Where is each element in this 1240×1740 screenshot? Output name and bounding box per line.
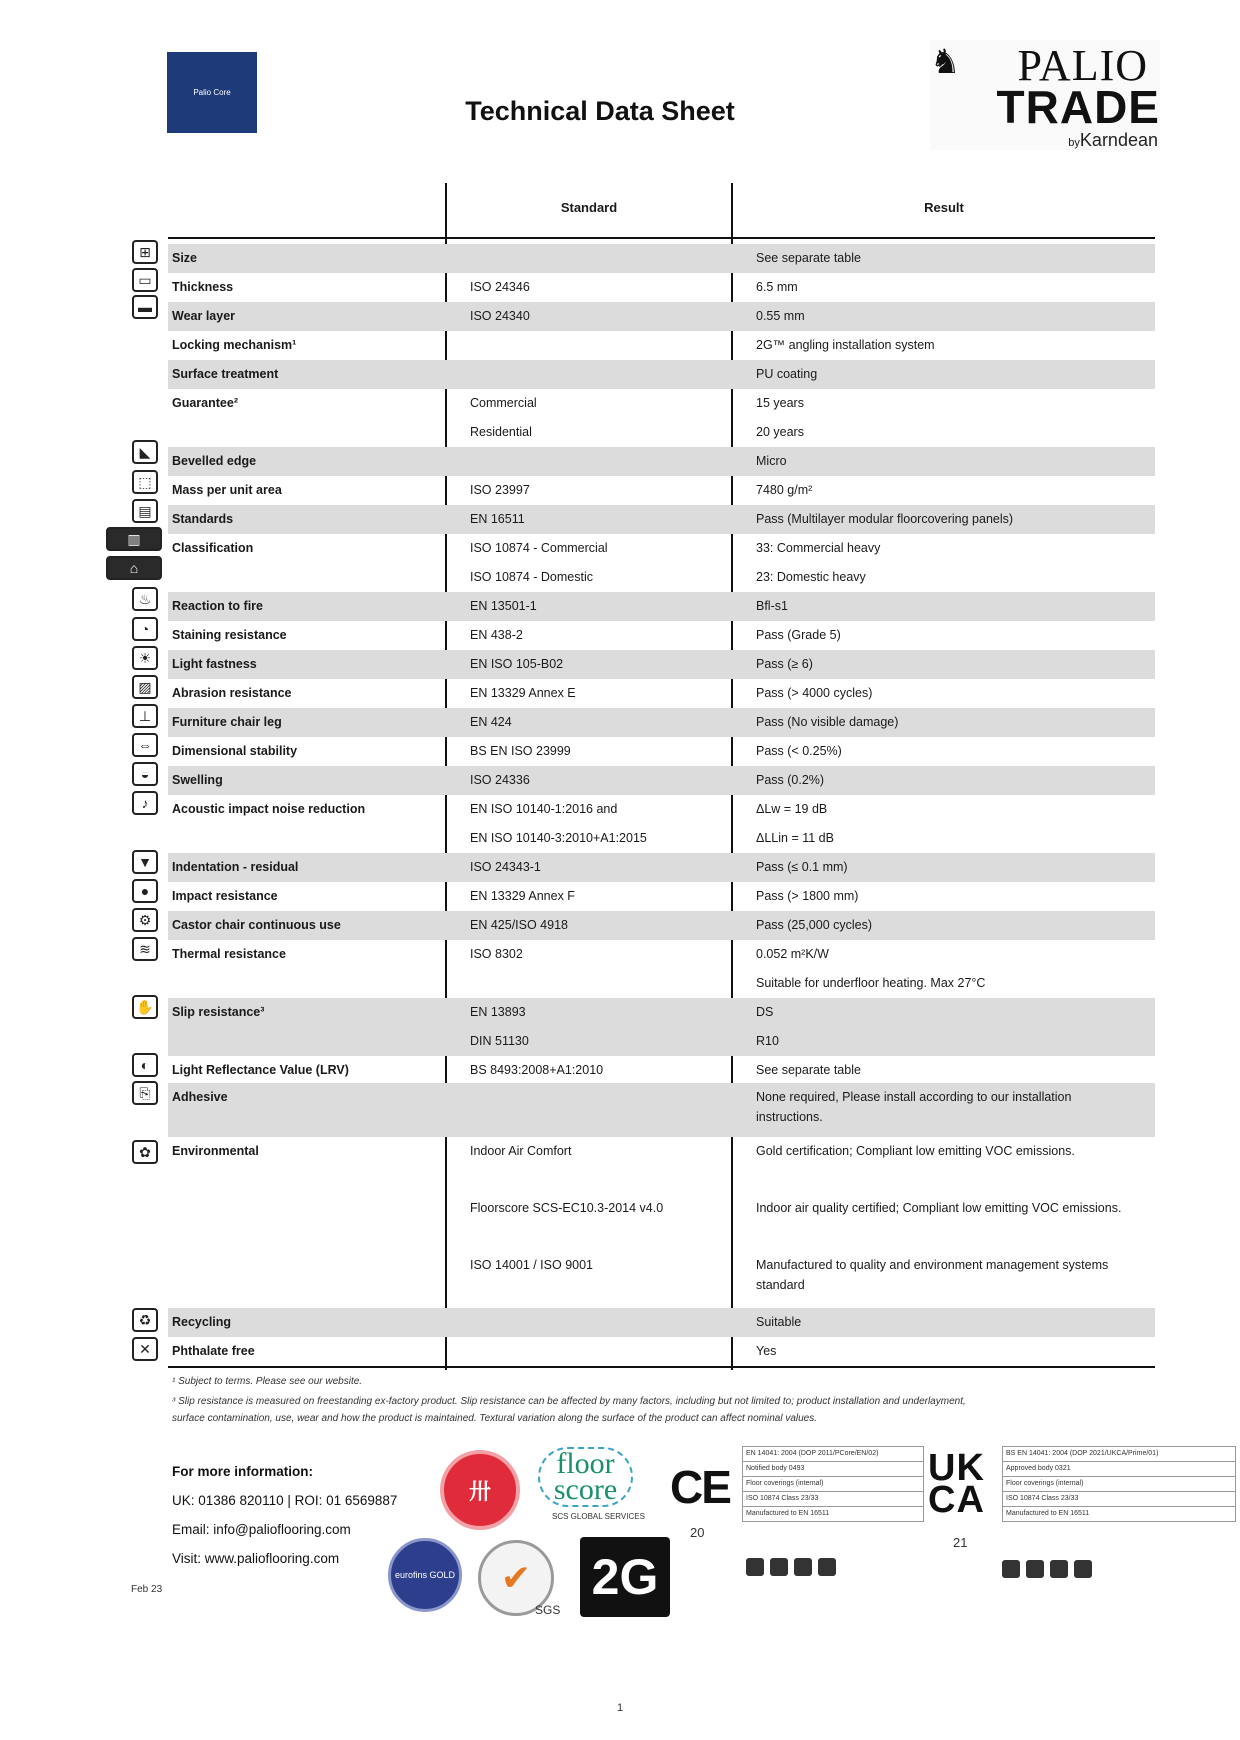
row-label: Thickness [172,280,234,294]
contact-website[interactable]: Visit: www.palioflooring.com [172,1551,340,1566]
row-standard: ISO 24340 [470,309,530,323]
ukca-line2: CA [928,1479,985,1521]
row-standard: EN 425/ISO 4918 [470,918,568,932]
page-title: Technical Data Sheet [465,96,735,126]
row-label: Adhesive [172,1090,228,1104]
table-row [168,1251,1155,1308]
table-row [168,563,1155,592]
staining-icon: ◔ [132,617,158,641]
row-standard: ISO 24346 [470,280,530,294]
table-row [168,708,1155,737]
table-bottom-rule [168,1366,1155,1368]
footnote-1: ¹ Subject to terms. Please see our website. [172,1376,363,1387]
row-standard: EN 16511 [470,512,525,526]
row-result: Micro [756,454,787,468]
ce-decl-line: Manufactured to EN 16511 [746,1510,830,1517]
table-row [168,911,1155,940]
row-label: Classification [172,541,254,555]
row-standard: Floorscore SCS-EC10.3-2014 v4.0 [470,1201,664,1215]
ce-decl-line: ISO 10874 Class 23/33 [743,1492,923,1507]
sgs-label: SGS [535,1603,561,1617]
row-standard: ISO 14001 / ISO 9001 [470,1258,593,1272]
row-standard: EN ISO 105-B02 [470,657,564,671]
row-standard: DIN 51130 [470,1034,529,1048]
row-standard: EN 13501-1 [470,599,537,613]
table-row [168,853,1155,882]
row-result: Bfl-s1 [756,599,788,613]
floorscore-line1: floor [556,1447,615,1480]
ukca-decl-line: BS EN 14041: 2004 (DOP 2021/UKCA/Prime/01) [1003,1447,1235,1462]
table-row [168,244,1155,273]
row-result: Pass (≥ 6) [756,657,813,671]
row-standard: ISO 10874 - Commercial [470,541,608,555]
table-row [168,534,1155,563]
swelling-icon: ◒ [132,762,158,786]
row-label: Reaction to fire [172,599,263,613]
row-standard: EN ISO 10140-3:2010+A1:2015 [470,831,647,845]
row-label: Impact resistance [172,889,278,903]
row-label: Size [172,251,198,265]
floorscore-sub: SCS GLOBAL SERVICES [552,1512,645,1521]
row-result: Yes [756,1344,777,1358]
table-row [168,505,1155,534]
table-row [168,592,1155,621]
table-row [168,795,1155,824]
row-result: 33: Commercial heavy [756,541,881,555]
row-label: Acoustic impact noise reduction [172,802,366,816]
row-label: Bevelled edge [172,454,257,468]
row-label: Recycling [172,1315,232,1329]
row-result: 20 years [756,425,804,439]
row-standard: BS 8493:2008+A1:2010 [470,1063,604,1077]
row-label: Swelling [172,773,223,787]
2g-logo: 2G [580,1537,670,1617]
row-result: 0.55 mm [756,309,805,323]
row-label: Thermal resistance [172,947,286,961]
row-standard: Commercial [470,396,537,410]
row-label: Furniture chair leg [172,715,282,729]
ukca-pictogram-icon [1074,1560,1092,1578]
size-icon: ⊞ [132,240,158,264]
ce-decl-line: Notified body 0493 [743,1462,923,1477]
table-row [168,737,1155,766]
row-label: Castor chair continuous use [172,918,341,932]
issue-date: Feb 23 [131,1584,163,1595]
ukca-pictogram-icon [1026,1560,1044,1578]
row-label: Dimensional stability [172,744,298,758]
contact-email[interactable]: Email: info@palioflooring.com [172,1522,351,1537]
ce-pictogram-icon [818,1558,836,1576]
row-standard: EN 13329 Annex F [470,889,575,903]
ukca-decl-line: Manufactured to EN 16511 [1006,1510,1090,1517]
table-row [168,418,1155,447]
row-standard: BS EN ISO 23999 [470,744,571,758]
row-standard: EN 13893 [470,1005,526,1019]
ce-mark: CE [670,1461,730,1513]
row-result: Indoor air quality certified; Compliant low emitting VOC emissions. [756,1201,1122,1215]
mass-icon: ⬚ [132,470,158,494]
row-result: Pass (25,000 cycles) [756,918,873,932]
ce-pictogram-icon [794,1558,812,1576]
floorscore-line2: score [553,1473,618,1506]
row-result: PU coating [756,367,818,381]
header-rule [168,237,1155,239]
phthalate-free-icon: ✕ [132,1337,158,1361]
brand-karndean-text: Karndean [1079,130,1158,150]
row-standard: ISO 23997 [470,483,530,497]
row-label: Light fastness [172,657,257,671]
table-row [168,1083,1155,1137]
table-row [168,360,1155,389]
ukca-pictogram-icon [1050,1560,1068,1578]
row-result: See separate table [756,251,861,265]
row-standard: Residential [470,425,532,439]
ukca-decl-line: ISO 10874 Class 23/33 [1003,1492,1235,1507]
wear-layer-icon: ▬ [132,295,158,319]
environmental-icon: ✿ [132,1140,158,1164]
table-row [168,1137,1155,1194]
row-result: Pass (Grade 5) [756,628,841,642]
table-row [168,1337,1155,1366]
row-result: 23: Domestic heavy [756,570,866,584]
sgs-check-icon: ✔ [500,1557,532,1598]
table-row [168,1308,1155,1337]
row-standard: ISO 10874 - Domestic [470,570,593,584]
ukca-mark [928,1447,985,1521]
row-result: ΔLLin = 11 dB [756,831,834,845]
row-result: 15 years [756,396,804,410]
ukca-line1: UK [928,1447,985,1489]
footnote-3-line2: surface contamination, use, wear and how the product is maintained. Textural variation along the surface of the product can affect nominal values. [172,1413,818,1424]
row-label: Staining resistance [172,628,287,642]
table-row [168,679,1155,708]
footnote-3-line1: ³ Slip resistance is measured on freestanding ex-factory product. Slip resistance can be affected by many factors, including but not limited to; product installation and underlayment, [172,1396,966,1407]
lrv-icon: ◐ [132,1053,158,1077]
standards-icon: ▤ [132,499,158,523]
table-row [168,650,1155,679]
row-label: Slip resistance³ [172,1005,265,1019]
row-label: Surface treatment [172,367,279,381]
row-standard: EN 424 [470,715,512,729]
row-label: Standards [172,512,234,526]
row-label: Abrasion resistance [172,686,292,700]
row-standard: ISO 24343-1 [470,860,541,874]
row-label: Light Reflectance Value (LRV) [172,1063,349,1077]
classification-commercial-icon: ▥ [106,527,162,551]
row-result: DS [756,1005,774,1019]
table-row [168,273,1155,302]
castor-chair-icon: ⚙ [132,908,158,932]
ukca-decl-line: Approved body 0321 [1003,1462,1235,1477]
row-result: 0.052 m²K/W [756,947,829,961]
table-row [168,331,1155,360]
row-label: Indentation - residual [172,860,299,874]
abrasion-icon: ▨ [132,675,158,699]
row-result: Pass (Multilayer modular floorcovering panels) [756,512,1014,526]
row-result: R10 [756,1034,779,1048]
table-row [168,1056,1155,1083]
row-label: Environmental [172,1144,259,1158]
table-row [168,824,1155,853]
row-result: 6.5 mm [756,280,798,294]
row-result: Pass (≤ 0.1 mm) [756,860,848,874]
row-label: Locking mechanism¹ [172,338,297,352]
table-row [168,302,1155,331]
contact-phone: UK: 01386 820110 | ROI: 01 6569887 [172,1493,398,1508]
table-row [168,447,1155,476]
column-header-result: Result [924,200,964,215]
row-result: Suitable [756,1315,802,1329]
ukca-year: 21 [953,1535,968,1550]
row-result: 7480 g/m² [756,483,813,497]
adhesive-icon: ⎘ [132,1081,158,1105]
row-label: Phthalate free [172,1344,255,1358]
table-row [168,476,1155,505]
brand-karndean [1068,130,1158,151]
contact-heading: For more information: [172,1464,313,1479]
red-seal-badge [440,1450,520,1530]
row-standard: EN 438-2 [470,628,523,642]
palio-core-logo [167,52,257,133]
row-label: Wear layer [172,309,236,323]
table-row [168,969,1155,998]
dimensional-stability-icon: ⇔ [132,733,158,757]
brand-by: by [1068,137,1080,149]
row-standard: ISO 8302 [470,947,523,961]
slip-icon: ✋ [132,995,158,1019]
fire-icon: ♨ [132,587,158,611]
ce-decl-line: Floor coverings (internal) [743,1477,923,1492]
thermal-icon: ≋ [132,937,158,961]
contact-block [172,1457,397,1573]
thickness-icon: ▭ [132,268,158,292]
logo-text: Palio Core [193,88,231,97]
recycling-icon: ♻ [132,1308,158,1332]
ce-decl-line: EN 14041: 2004 (DOP 2011/PCore/EN/02) [743,1447,923,1462]
floorscore-badge [538,1447,633,1507]
horse-icon: ♞ [930,43,961,81]
row-result: Pass (> 1800 mm) [756,889,859,903]
row-standard: Indoor Air Comfort [470,1144,572,1158]
chair-leg-icon: ⊥ [132,704,158,728]
row-standard: ISO 24336 [470,773,530,787]
row-result: See separate table [756,1063,861,1077]
row-result: Gold certification; Compliant low emitting VOC emissions. [756,1144,1075,1158]
indentation-icon: ▼ [132,850,158,874]
row-result: Pass (< 0.25%) [756,744,842,758]
table-row [168,621,1155,650]
ce-pictogram-icon [746,1558,764,1576]
row-result: Manufactured to quality and environment management systems standard [756,1258,1109,1292]
page-number: 1 [616,1702,624,1714]
row-result: Pass (0.2%) [756,773,825,787]
row-standard: EN ISO 10140-1:2016 and [470,802,618,816]
table-row [168,882,1155,911]
row-result: None required, Please install according to our installation instructions. [756,1090,1072,1124]
table-row [168,940,1155,969]
eurofins-gold-badge [388,1538,462,1612]
column-header-standard: Standard [560,200,618,215]
row-result: 2G™ angling installation system [756,338,935,352]
row-result: Pass (> 4000 cycles) [756,686,873,700]
classification-domestic-icon: ⌂ [106,556,162,580]
bevelled-edge-icon: ◣ [132,440,158,464]
ukca-pictogram-icon [1002,1560,1020,1578]
eurofins-gold-text: eurofins GOLD [394,1570,456,1580]
table-row [168,1194,1155,1251]
ce-declaration-table [742,1446,924,1522]
light-fastness-icon: ☀ [132,646,158,670]
table-row [168,998,1155,1027]
palio-trade-logo [930,40,1160,150]
row-result: Pass (No visible damage) [756,715,899,729]
acoustic-icon: ♪ [132,791,158,815]
row-label: Guarantee² [172,396,238,410]
table-row [168,1027,1155,1056]
row-standard: EN 13329 Annex E [470,686,576,700]
brand-trade: TRADE [996,81,1160,133]
brand-palio: PALIO [1017,41,1148,90]
ukca-declaration-table [1002,1446,1236,1522]
row-result: Suitable for underfloor heating. Max 27°C [756,976,986,990]
red-seal-mark: 卅 [468,1478,491,1504]
ukca-decl-line: Floor coverings (internal) [1003,1477,1235,1492]
row-label: Mass per unit area [172,483,282,497]
row-result: ΔLw = 19 dB [756,802,828,816]
table-row [168,766,1155,795]
impact-icon: ● [132,879,158,903]
table-row [168,389,1155,418]
ce-year: 20 [690,1525,705,1540]
ce-pictogram-icon [770,1558,788,1576]
